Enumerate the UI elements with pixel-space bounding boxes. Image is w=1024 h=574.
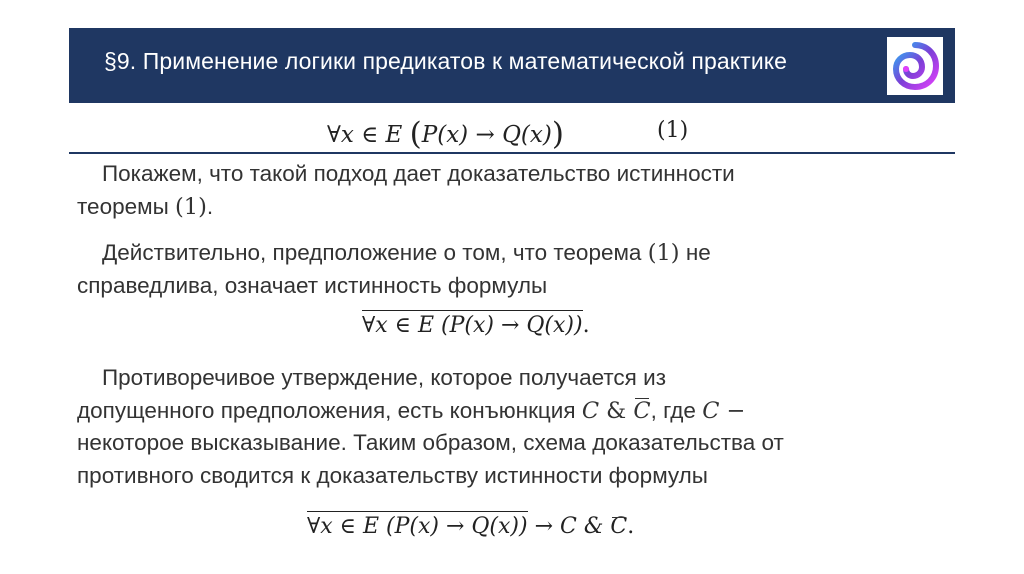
paragraph-1-line-2: теоремы (1).	[77, 193, 214, 220]
formula-2: ∀x ∈ E (P(x) → Q(x)).	[362, 310, 590, 338]
paragraph-2-line-2: справедлива, означает истинность формулы	[77, 272, 548, 298]
paragraph-3	[77, 362, 957, 492]
paragraph-3-line-3: некоторое высказывание. Таким образом, схема доказательства от	[77, 430, 784, 455]
equation-number: (1)	[657, 118, 689, 143]
paragraph-3-line-2: допущенного предположения, есть конъюнкция C & C, где C −	[77, 395, 957, 428]
paragraph-1	[77, 158, 957, 223]
paragraph-3-line-1: Противоречивое утверждение, которое получается из	[102, 365, 667, 390]
paragraph-2-line-1: Действительно, предположение о том, что теорема (1) не	[102, 240, 711, 266]
paragraph-3-line-4: противного сводится к доказательству истинности формулы	[77, 462, 708, 488]
negated-formula: ∀x ∈ E (P(x) → Q(x))	[362, 310, 583, 338]
formula-3: ∀x ∈ E (P(x) → Q(x)) → C & C.	[307, 511, 634, 539]
c-bar: C	[633, 395, 650, 428]
logo	[887, 37, 943, 95]
paragraph-2	[77, 237, 957, 302]
negated-formula: ∀x ∈ E (P(x) → Q(x))	[307, 511, 528, 539]
formula-1: ∀x ∈ E (P(x) → Q(x))	[327, 116, 564, 152]
slide-title: §9. Применение логики предикатов к математической практике	[104, 48, 788, 74]
divider-line	[69, 152, 955, 154]
c-bar: C	[610, 514, 628, 539]
slide-header	[69, 28, 955, 103]
swirl-logo-icon	[887, 37, 943, 95]
paragraph-1-line-1: Покажем, что такой подход дает доказательство истинности	[102, 161, 735, 186]
